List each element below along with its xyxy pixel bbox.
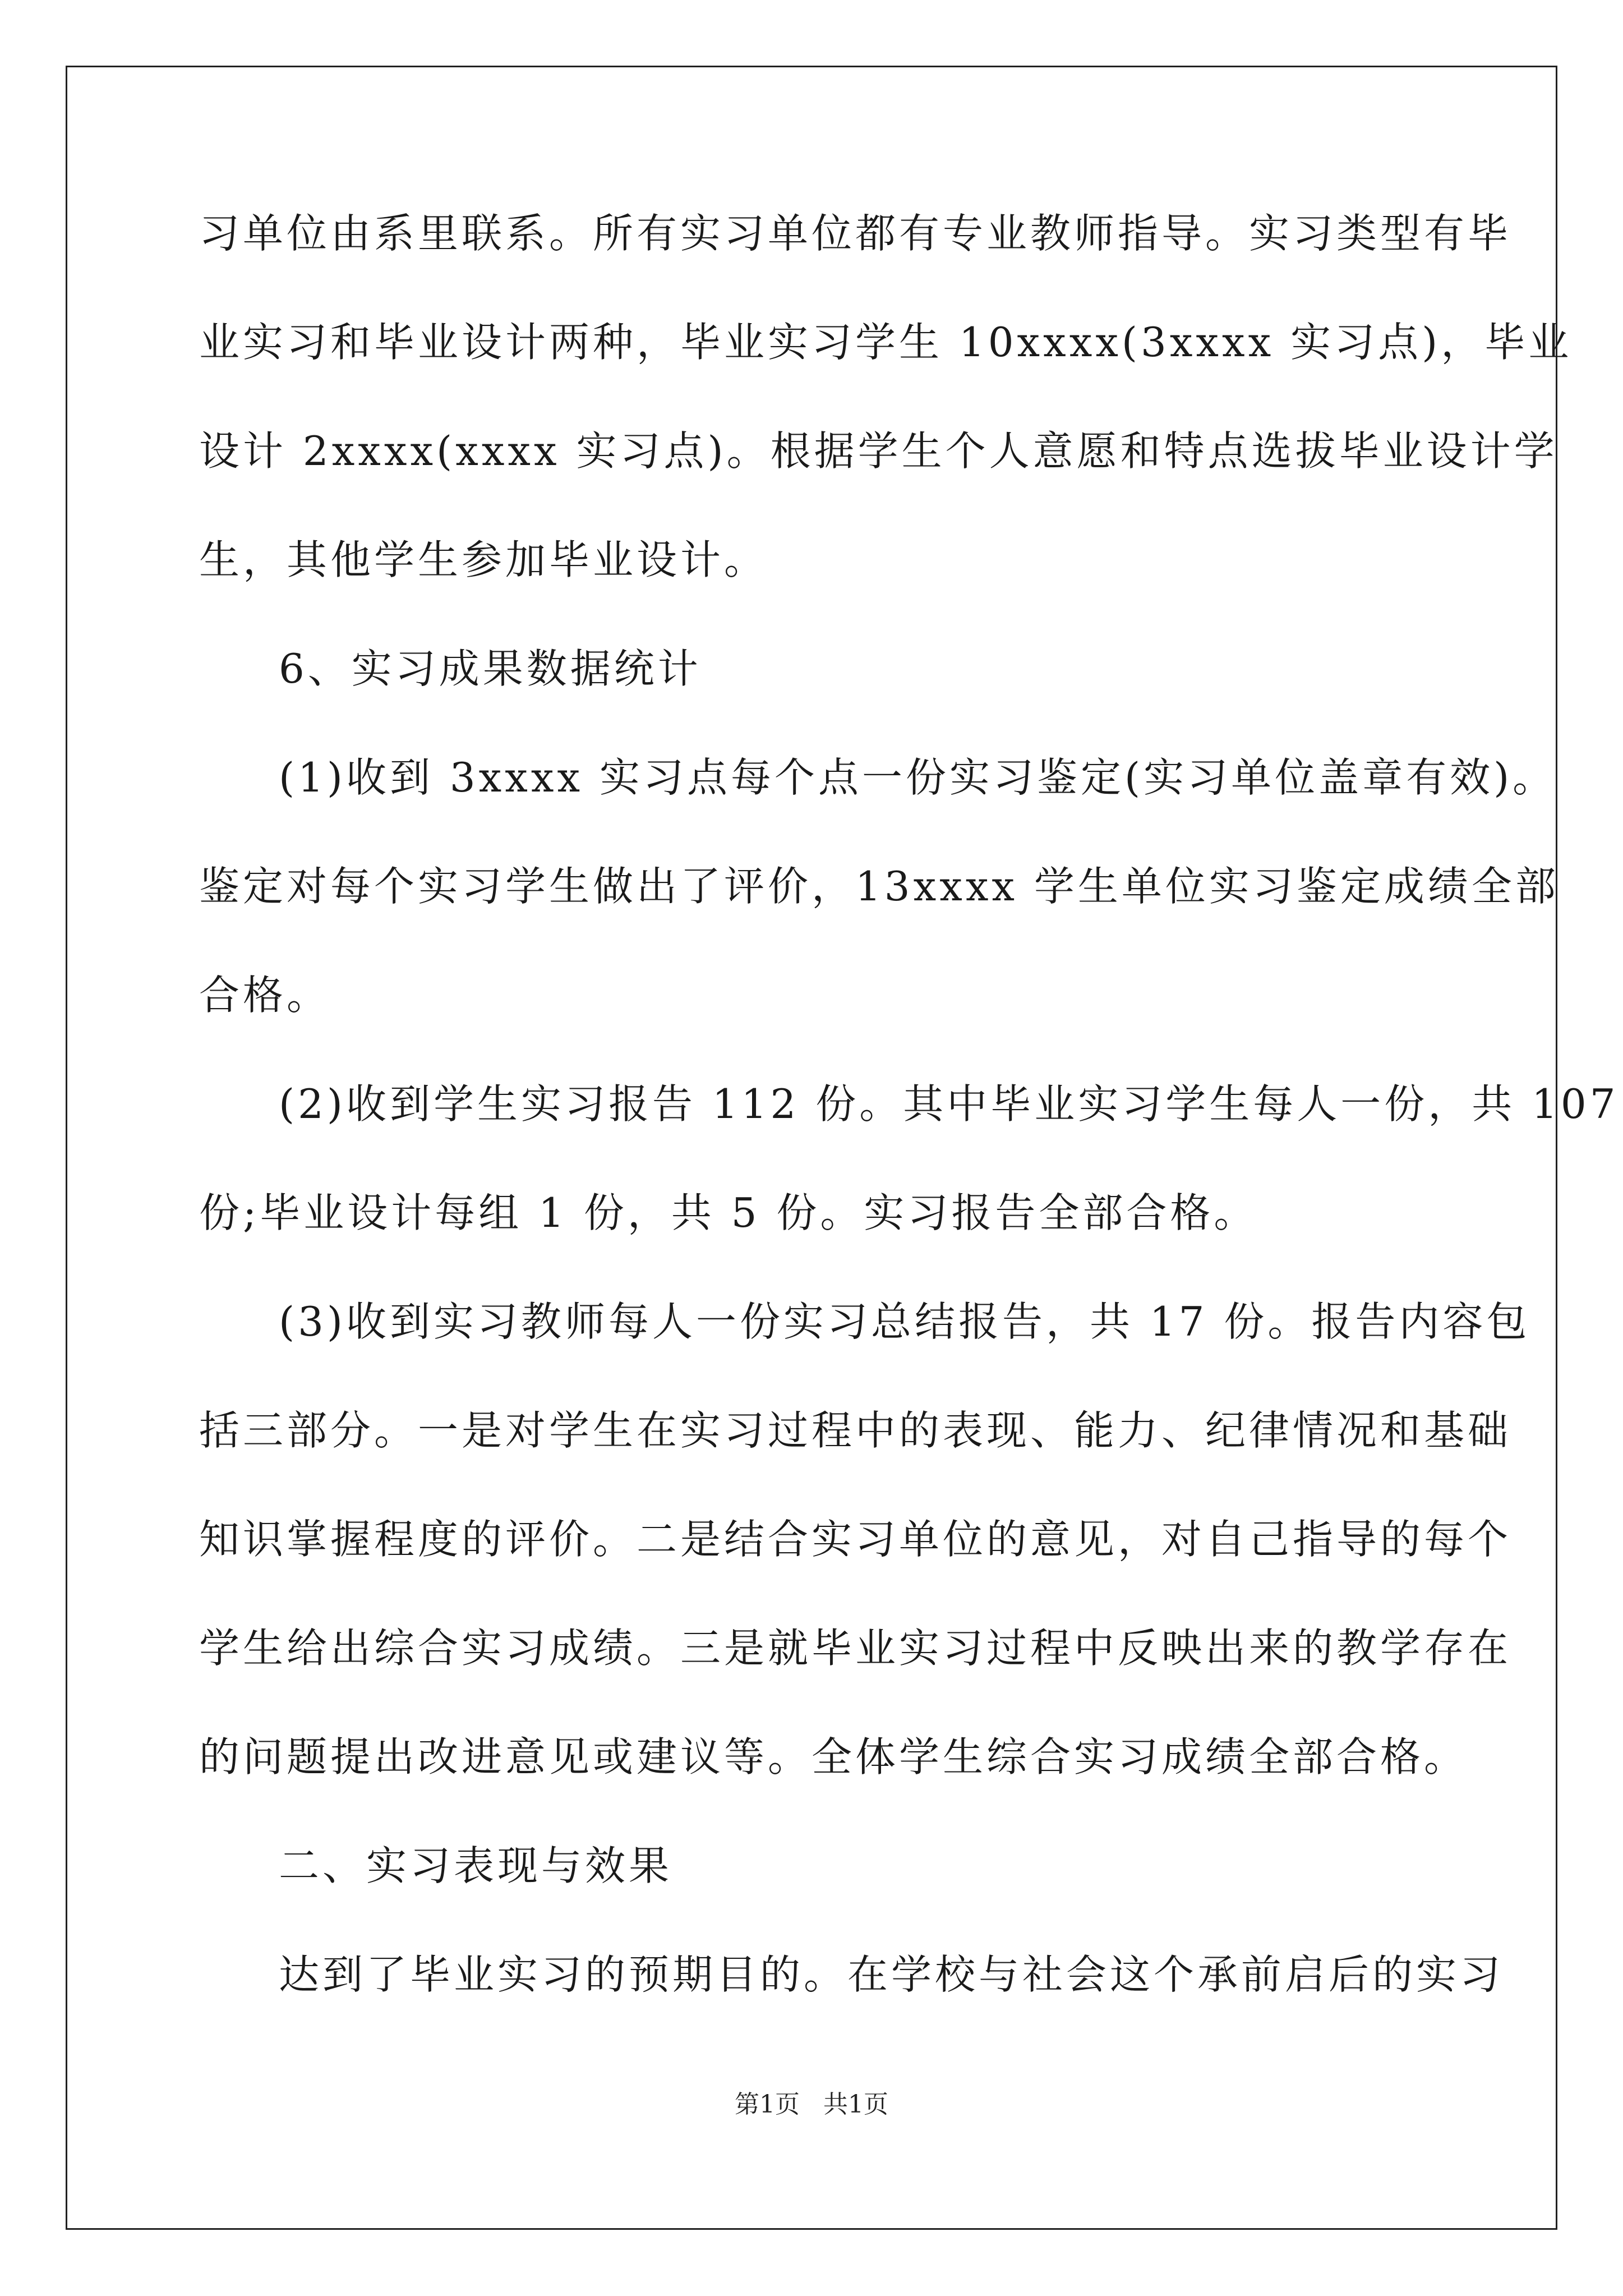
text-line: 的问题提出改进意见或建议等。全体学生综合实习成绩全部合格。 xyxy=(199,1733,1468,1780)
text-line: 知识掌握程度的评价。二是结合实习单位的意见，对自己指导的每个 xyxy=(199,1516,1512,1563)
text-line: 鉴定对每个实习学生做出了评价，13xxxx 学生单位实习鉴定成绩全部 xyxy=(199,863,1559,910)
text-line: 合格。 xyxy=(199,972,331,1019)
text-line: 括三部分。一是对学生在实习过程中的表现、能力、纪律情况和基础 xyxy=(199,1407,1512,1454)
text-line: 生，其他学生参加毕业设计。 xyxy=(199,536,768,583)
text-line: 设计 2xxxx(xxxx 实习点)。根据学生个人意愿和特点选拔毕业设计学 xyxy=(199,427,1558,475)
page-border xyxy=(66,66,1557,2230)
text-line: (3)收到实习教师每人一份实习总结报告，共 17 份。报告内容包 xyxy=(279,1298,1530,1345)
text-line: 达到了毕业实习的预期目的。在学校与社会这个承前启后的实习 xyxy=(279,1951,1504,1998)
text-line: (1)收到 3xxxx 实习点每个点一份实习鉴定(实习单位盖章有效)。 xyxy=(279,754,1557,801)
page-footer: 第1页 共1页 xyxy=(735,2090,888,2119)
text-line: (2)收到学生实习报告 112 份。其中毕业实习学生每人一份，共 107 xyxy=(279,1080,1619,1128)
text-line: 习单位由系里联系。所有实习单位都有专业教师指导。实习类型有毕 xyxy=(199,210,1512,257)
text-line: 业实习和毕业设计两种，毕业实习学生 10xxxx(3xxxx 实习点)，毕业 xyxy=(199,319,1573,366)
text-line: 份;毕业设计每组 1 份，共 5 份。实习报告全部合格。 xyxy=(199,1189,1258,1236)
text-line: 学生给出综合实习成绩。三是就毕业实习过程中反映出来的教学存在 xyxy=(199,1625,1512,1672)
section-heading: 二、实习表现与效果 xyxy=(279,1842,673,1889)
section-heading: 6、实习成果数据统计 xyxy=(279,645,702,692)
